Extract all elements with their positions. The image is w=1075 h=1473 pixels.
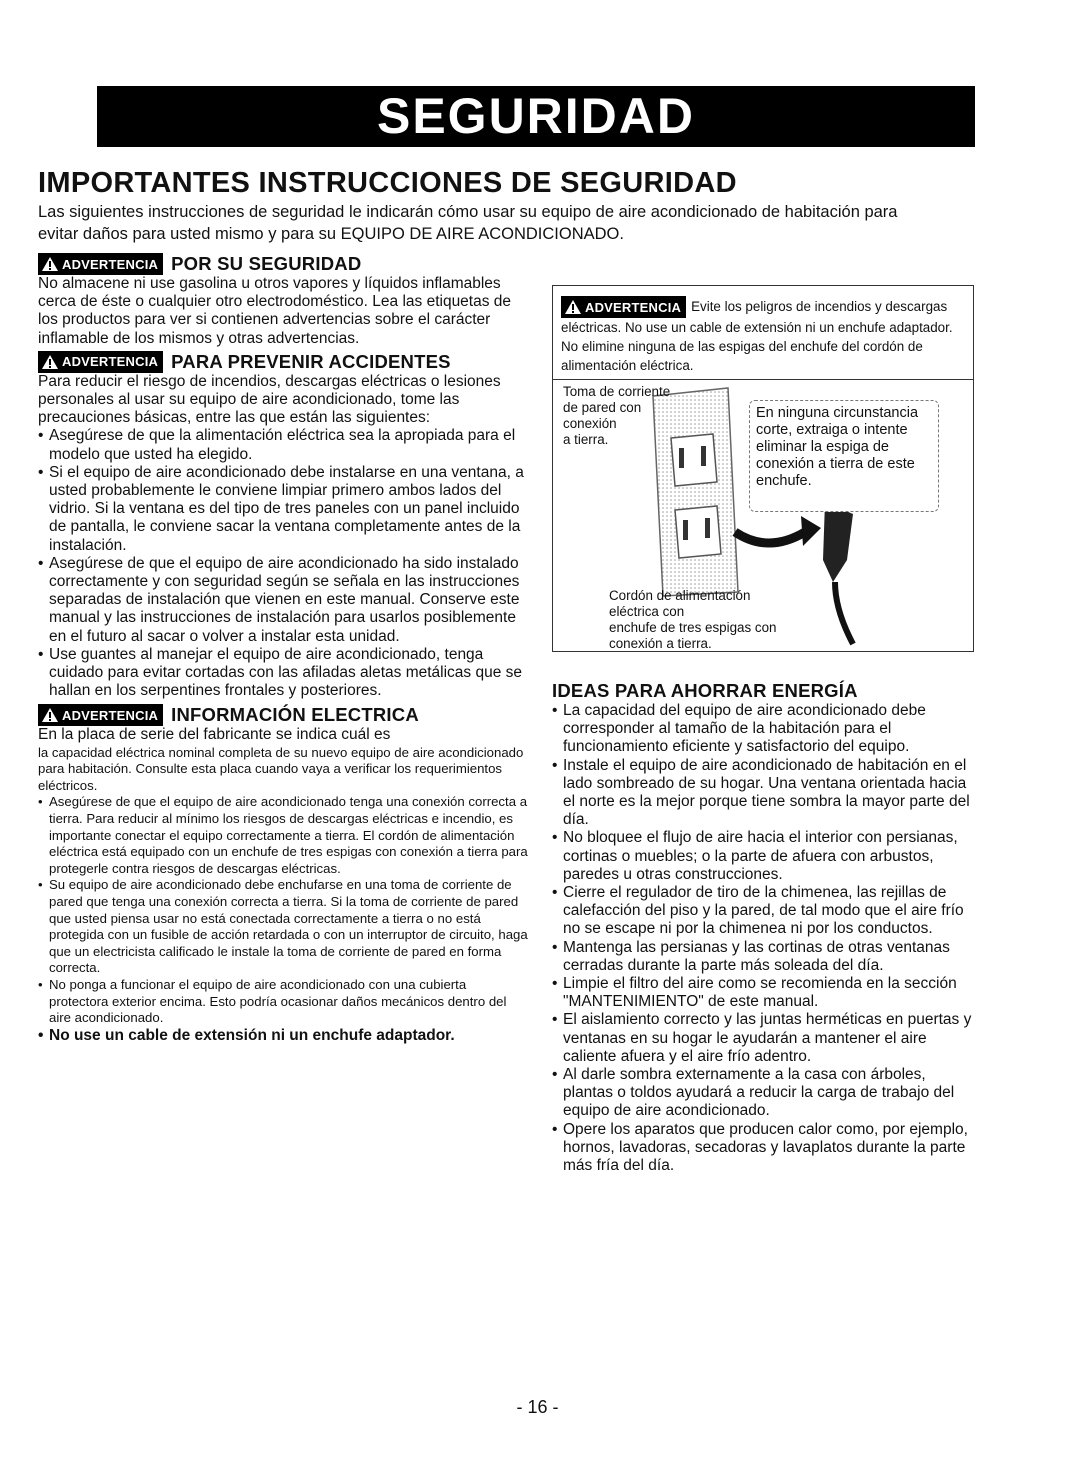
section-text: la capacidad eléctrica nominal completa de su nuevo equipo de aire acondicionado para habitación. Consulte esta placa cuando vaya a verificar los requerimientos eléctricos. — [38, 744, 524, 793]
electrica-list — [38, 794, 528, 1045]
page-number: - 16 - — [516, 1397, 559, 1417]
list-item: • Use guantes al manejar el equipo de aire acondicionado, tenga cuidado para evitar cortadas con las afiladas aletas metálicas que se hallan en los serpentines frontales y posteriores. — [38, 646, 528, 701]
ground-pin-note: En ninguna circunstancia corte, extraiga o intente eliminar la espiga de conexión a tierra de este enchufe. — [749, 400, 939, 512]
list-item: • Asegúrese de que el equipo de aire acondicionado tenga una conexión correcta a tierra. Para reducir al mínimo los riesgos de descargas eléctricas e incendio, es importante conectar el equipo correctamente a tierra. El cordón de alimentación eléctrica está equipado con un enchufe de tres espigas con conexión a tierra para protegerle contra riesgos de descargas eléctricas. — [38, 794, 528, 877]
warning-badge — [561, 296, 686, 318]
section-header-seguridad — [38, 253, 528, 275]
section-header-accidentes — [38, 351, 528, 373]
warning-box-text: Evite los peligros de incendios y descargas eléctricas. No use un cable de extensión ni un enchufe adaptador. No elimine ninguna de las espigas del enchufe del cordón de alimentación eléctrica. — [561, 299, 953, 373]
list-item: • Si el equipo de aire acondicionado debe instalarse en una ventana, a usted probablemente le conviene limpiar primero ambos lados del vidrio. Si la ventana es del tipo de tres paneles con un panel incluido de pantalla, le conviene sacar la ventana completamente antes de la instalación. — [38, 464, 528, 555]
left-column — [38, 253, 528, 1045]
warning-box-header — [553, 286, 973, 380]
section-title: INFORMACIÓN ELECTRICA — [171, 704, 419, 726]
warning-badge-label: ADVERTENCIA — [62, 354, 159, 370]
warning-badge — [38, 704, 163, 726]
list-item: • Al darle sombra externamente a la casa con árboles, plantas o toldos ayudará a reducir la carga de trabajo del equipo de aire acondicionado. — [552, 1066, 974, 1121]
list-item: • Limpie el filtro del aire como se recomienda en la sección "MANTENIMIENTO" de este manual. — [552, 975, 974, 1011]
list-item-bold: • No use un cable de extensión ni un enchufe adaptador. — [38, 1027, 528, 1045]
list-item: • El aislamiento correcto y las juntas herméticas en puertas y ventanas en su hogar le ayudarán a mantener el aire caliente afuera y el aire frío adentro. — [552, 1011, 974, 1066]
list-item: • Mantenga las persianas y las cortinas de otras ventanas cerradas durante la parte más soleada del día. — [552, 939, 974, 975]
warning-box — [552, 285, 974, 652]
list-item: • No bloquee el flujo de aire hacia el interior con persianas, cortinas o muebles; o la parte de afuera con arbustos, paredes u otras construcciones. — [552, 829, 974, 884]
warning-badge-label: ADVERTENCIA — [585, 299, 682, 315]
warning-badge-label: ADVERTENCIA — [62, 256, 159, 272]
warning-badge — [38, 351, 163, 373]
section-text: Para reducir el riesgo de incendios, descargas eléctricas o lesiones personales al usar su equipo de aire acondicionado, tome las precauciones básicas, entre las que están las siguientes: — [38, 372, 501, 427]
right-column — [552, 285, 974, 1175]
list-item: • Asegúrese de que la alimentación eléctrica sea la apropiada para el modelo que usted ha elegido. — [38, 427, 528, 463]
warning-triangle-icon — [41, 256, 59, 272]
warning-triangle-icon — [41, 354, 59, 370]
warning-triangle-icon — [41, 707, 59, 723]
list-item: • Asegúrese de que el equipo de aire acondicionado ha sido instalado correctamente y con seguridad según se señala en las instrucciones separadas de instalación que vienen en este manual. Conserve este manual y las instrucciones de instalación para usarlos posiblemente en el futuro al sacar o volver a instalar esta unidad. — [38, 555, 528, 646]
outlet-label: Toma de corriente de pared con conexión a tierra. — [563, 384, 671, 447]
section-banner: SEGURIDAD — [97, 86, 975, 147]
list-item: • Su equipo de aire acondicionado debe enchufarse en una toma de corriente de pared que tenga una conexión correcta a tierra. Si la toma de corriente de pared que usted piensa usar no está conectada correctamente a tierra o no está protegida con un fusible de acción retardada o con un interruptor de circuito, haga que un electricista calificado le instale la toma de corriente de pared en forma correcta. — [38, 877, 528, 977]
section-title: PARA PREVENIR ACCIDENTES — [171, 350, 451, 372]
section-text: No almacene ni use gasolina u otros vapores y líquidos inflamables cerca de éste o cualquier otro electrodoméstico. Lea las etiquetas de los productos para ver si contienen advertencias sobre el carácter inflamable de los mismos y otras advertencias. — [38, 275, 512, 347]
list-item: • La capacidad del equipo de aire acondicionado debe corresponder al tamaño de la habitación para el funcionamiento eficiente y satisfactorio del equipo. — [552, 702, 974, 757]
cord-label: Cordón de alimentación eléctrica con enchufe de tres espigas con conexión a tierra. — [609, 588, 777, 651]
section-text-lead: En la placa de serie del fabricante se indica cuál es — [38, 726, 391, 744]
section-header-electrica — [38, 704, 528, 726]
outlet-illustration — [553, 382, 973, 651]
page-title: IMPORTANTES INSTRUCCIONES DE SEGURIDAD — [38, 167, 737, 199]
intro-text: Las siguientes instrucciones de seguridad le indicarán cómo usar su equipo de aire acondicionado de habitación para evitar daños para usted mismo y para su EQUIPO DE AIRE ACONDICIONADO. — [38, 203, 898, 243]
section-title: POR SU SEGURIDAD — [171, 253, 362, 274]
energy-list — [552, 702, 974, 1175]
energy-title: IDEAS PARA AHORRAR ENERGÍA — [552, 680, 858, 701]
warning-triangle-icon — [564, 299, 582, 315]
list-item: • No ponga a funcionar el equipo de aire acondicionado con una cubierta protectora exterior encima. Esto podría ocasionar daños mecánicos dentro del aire acondicionado. — [38, 977, 528, 1027]
list-item: • Opere los aparatos que producen calor como, por ejemplo, hornos, lavadoras, secadoras y lavaplatos durante la parte más fría del día. — [552, 1121, 974, 1176]
warning-badge — [38, 253, 163, 275]
list-item: • Instale el equipo de aire acondicionado de habitación en el lado sombreado de su hogar. Una ventana orientada hacia el norte es la mejor porque tiene sombra la mayor parte del día. — [552, 757, 974, 830]
warning-badge-label: ADVERTENCIA — [62, 707, 159, 723]
list-item: • Cierre el regulador de tiro de la chimenea, las rejillas de calefacción del piso y la pared, de tal modo que el aire frío no se escape ni por la chimenea ni por los conductos. — [552, 884, 974, 939]
accidentes-list — [38, 427, 528, 700]
